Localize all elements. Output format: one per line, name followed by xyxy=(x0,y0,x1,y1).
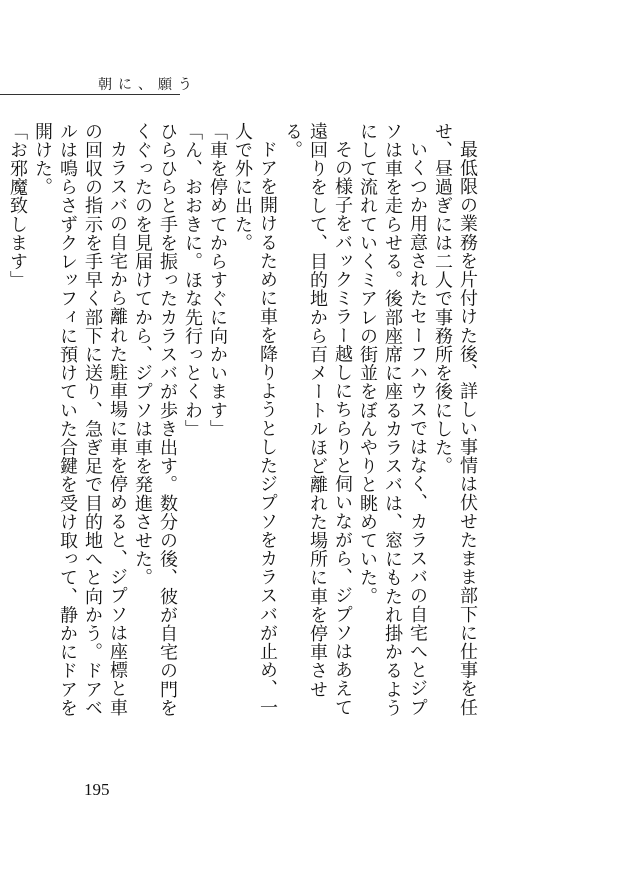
paragraph-1: 最低限の業務を片付けた後、詳しい事情は伏せたまま部下に仕事を任せ、昼過ぎには二人で事務所を後にした。 xyxy=(432,122,478,717)
dialogue-3: 「お邪魔致します」 xyxy=(7,122,28,290)
paragraph-6: カラスバの自宅から離れた駐車場に車を停めると、ジプソは座標と車の回収の指示を手早く部下に送り、急ぎ足で目的地へと向かう。ドアベルは鳴らさずクレッフィに預けていた合鍵を受け取って、静かにドアを開けた。 xyxy=(32,122,128,718)
dialogue-2: 「ん、おおきに。ほな先行っとくわ」 xyxy=(182,122,203,439)
dialogue-1: 「車を停めてからすぐに向かいます」 xyxy=(207,122,228,439)
paragraph-2: いくつか用意されたセーフハウスではなく、カラスバの自宅へとジプソは車を走らせる。後部座席に座るカラスバは、窓にもたれ掛かるようにして流れていくミアレの街並をぼんやりと眺めていた。 xyxy=(357,122,428,718)
running-head-title: 朝に、願う xyxy=(98,77,198,93)
page-number: 195 xyxy=(84,780,110,799)
paragraph-4: ドアを開けるために車を降りようとしたジプソをカラスバが止め、一人で外に出た。 xyxy=(232,122,278,717)
body-text xyxy=(7,122,480,722)
paragraph-3: その様子をバックミラー越しにちらりと伺いながら、ジプソはあえて遠回りをして、目的地から百メートルほど離れた場所に車を停車させる。 xyxy=(282,122,353,717)
running-head xyxy=(0,64,198,95)
paragraph-5: ひらひらと手を振ったカラスバが歩き出す。数分の後、彼が自宅の門をくぐったのを見届けてから、ジプソは車を発進させた。 xyxy=(132,122,178,718)
